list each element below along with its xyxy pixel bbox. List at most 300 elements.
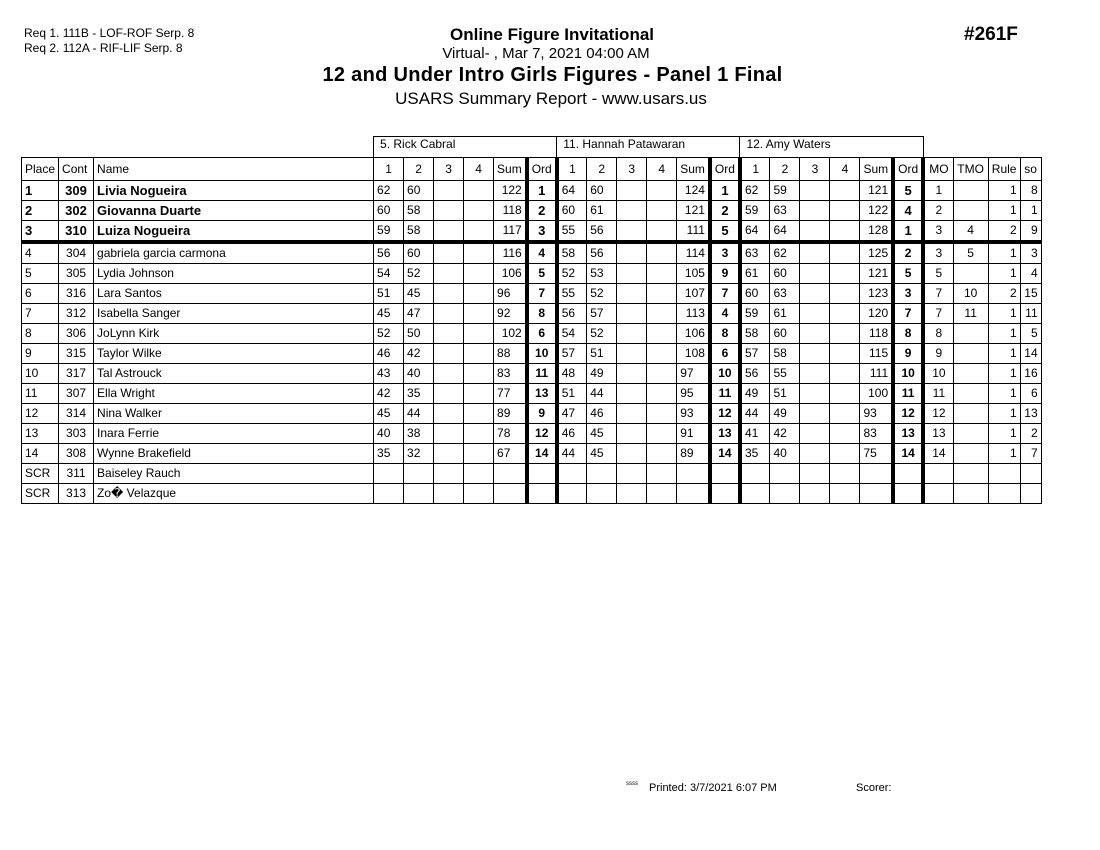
header-judge-1-score-3: 3 — [434, 158, 464, 181]
header-judge-1-sum: Sum — [494, 158, 527, 181]
judge-2-score-2: 49 — [587, 364, 617, 384]
total-majority-ordinal — [953, 464, 988, 484]
skating-order: 9 — [1020, 221, 1041, 243]
judge-1-score-1: 35 — [374, 444, 404, 464]
skater-name: Inara Ferrie — [94, 424, 374, 444]
judge-3-ordinal: 13 — [893, 424, 923, 444]
judge-3-ordinal: 14 — [893, 444, 923, 464]
judge-3-score-4 — [830, 484, 860, 504]
table-row — [22, 344, 1042, 364]
judge-3-score-2: 59 — [770, 181, 800, 201]
judge-1-ordinal: 9 — [527, 404, 557, 424]
place-cell: 11 — [22, 384, 59, 404]
header-mo: MO — [923, 158, 953, 181]
judge-3-score-4 — [830, 201, 860, 221]
judge-1-score-1: 43 — [374, 364, 404, 384]
judge-1-sum: 77 — [494, 384, 527, 404]
judge-3-ordinal: 3 — [893, 284, 923, 304]
skater-name: Isabella Sanger — [94, 304, 374, 324]
table-row — [22, 464, 1042, 484]
requirement-1: Req 1. 111B - LOF-ROF Serp. 8 — [24, 26, 195, 40]
contestant-number: 316 — [59, 284, 94, 304]
judge-1-ordinal: 5 — [527, 264, 557, 284]
judge-3-sum: 83 — [860, 424, 893, 444]
contestant-number: 311 — [59, 464, 94, 484]
rule: 1 — [988, 444, 1020, 464]
judge-3-score-2 — [770, 484, 800, 504]
judge-1-score-4 — [464, 464, 494, 484]
judge-3-score-3 — [800, 264, 830, 284]
footer-mark: ssss — [626, 781, 638, 787]
judge-1-score-2: 50 — [404, 324, 434, 344]
judge-2-score-2: 44 — [587, 384, 617, 404]
total-majority-ordinal: 10 — [953, 284, 988, 304]
judge-2-score-4 — [647, 484, 677, 504]
judge-1-score-1: 62 — [374, 181, 404, 201]
judge-2-ordinal: 13 — [710, 424, 740, 444]
judge-2-name: 11. Hannah Patawaran — [557, 137, 740, 158]
rule: 1 — [988, 324, 1020, 344]
judge-3-score-4 — [830, 284, 860, 304]
skater-name: Luiza Nogueira — [94, 221, 374, 243]
total-majority-ordinal — [953, 324, 988, 344]
judge-2-ordinal — [710, 464, 740, 484]
table-row — [22, 284, 1042, 304]
judge-2-score-4 — [647, 344, 677, 364]
judge-2-score-4 — [647, 242, 677, 264]
judge-3-score-4 — [830, 242, 860, 264]
judge-2-sum — [677, 484, 710, 504]
judge-1-score-4 — [464, 221, 494, 243]
judge-3-score-2: 62 — [770, 242, 800, 264]
rule — [988, 464, 1020, 484]
majority-ordinal: 7 — [923, 304, 953, 324]
skating-order: 11 — [1020, 304, 1041, 324]
judge-1-score-4 — [464, 242, 494, 264]
judge-2-score-4 — [647, 404, 677, 424]
skater-name: Baiseley Rauch — [94, 464, 374, 484]
judge-3-score-4 — [830, 444, 860, 464]
judge-3-score-4 — [830, 181, 860, 201]
judge-1-score-2: 42 — [404, 344, 434, 364]
event-title: 12 and Under Intro Girls Figures - Panel 1 Final — [322, 64, 783, 86]
judge-1-sum: 106 — [494, 264, 527, 284]
skating-order: 4 — [1020, 264, 1041, 284]
column-header-row — [22, 158, 1042, 181]
judge-2-score-4 — [647, 181, 677, 201]
judge-3-score-4 — [830, 404, 860, 424]
judge-2-score-2 — [587, 484, 617, 504]
place-cell: 10 — [22, 364, 59, 384]
contestant-number: 310 — [59, 221, 94, 243]
majority-ordinal: 11 — [923, 384, 953, 404]
judge-1-score-2 — [404, 484, 434, 504]
judge-1-ordinal: 1 — [527, 181, 557, 201]
header-judge-2-score-1: 1 — [557, 158, 587, 181]
majority-ordinal: 5 — [923, 264, 953, 284]
judge-2-ordinal: 5 — [710, 221, 740, 243]
judge-2-ordinal: 11 — [710, 384, 740, 404]
judge-1-score-1: 52 — [374, 324, 404, 344]
judge-2-score-3 — [617, 264, 647, 284]
judge-3-name: 12. Amy Waters — [740, 137, 923, 158]
printed-timestamp: Printed: 3/7/2021 6:07 PM — [649, 782, 777, 794]
header-judge-3-sum: Sum — [860, 158, 893, 181]
rule — [988, 484, 1020, 504]
judge-3-score-1: 59 — [740, 304, 770, 324]
total-majority-ordinal — [953, 344, 988, 364]
judge-1-score-2: 47 — [404, 304, 434, 324]
judge-1-score-4 — [464, 384, 494, 404]
place-cell: 12 — [22, 404, 59, 424]
judge-1-score-2: 45 — [404, 284, 434, 304]
judge-1-score-3 — [434, 221, 464, 243]
judge-2-score-2: 56 — [587, 221, 617, 243]
place-cell: 9 — [22, 344, 59, 364]
header-judge-1-ord: Ord — [527, 158, 557, 181]
judge-2-sum: 95 — [677, 384, 710, 404]
judge-1-ordinal: 10 — [527, 344, 557, 364]
judge-2-ordinal: 7 — [710, 284, 740, 304]
judge-1-score-2: 38 — [404, 424, 434, 444]
judge-2-sum: 91 — [677, 424, 710, 444]
table-row — [22, 424, 1042, 444]
header-place: Place — [22, 158, 59, 181]
report-subtitle: USARS Summary Report - www.usars.us — [395, 89, 707, 108]
judge-1-score-1: 59 — [374, 221, 404, 243]
majority-ordinal: 13 — [923, 424, 953, 444]
judge-1-sum: 92 — [494, 304, 527, 324]
judge-2-score-3 — [617, 304, 647, 324]
judge-3-ordinal: 11 — [893, 384, 923, 404]
header-judge-3-score-2: 2 — [770, 158, 800, 181]
judge-3-sum: 122 — [860, 201, 893, 221]
table-row — [22, 264, 1042, 284]
judge-1-score-1: 45 — [374, 404, 404, 424]
judge-1-sum: 67 — [494, 444, 527, 464]
judge-1-score-3 — [434, 344, 464, 364]
judge-1-score-3 — [434, 364, 464, 384]
judge-3-score-3 — [800, 424, 830, 444]
majority-ordinal: 3 — [923, 221, 953, 243]
contestant-number: 312 — [59, 304, 94, 324]
judge-3-score-4 — [830, 324, 860, 344]
judge-2-sum: 114 — [677, 242, 710, 264]
judge-3-score-2: 58 — [770, 344, 800, 364]
skating-order: 8 — [1020, 181, 1041, 201]
judge-3-score-4 — [830, 424, 860, 444]
judge-1-score-4 — [464, 181, 494, 201]
total-majority-ordinal — [953, 201, 988, 221]
judge-1-score-3 — [434, 464, 464, 484]
judge-3-sum: 120 — [860, 304, 893, 324]
total-majority-ordinal — [953, 444, 988, 464]
judge-2-sum: 105 — [677, 264, 710, 284]
judge-2-score-3 — [617, 484, 647, 504]
judge-3-score-1: 60 — [740, 284, 770, 304]
rule: 1 — [988, 181, 1020, 201]
judge-1-score-3 — [434, 424, 464, 444]
judge-3-sum: 121 — [860, 181, 893, 201]
majority-ordinal: 3 — [923, 242, 953, 264]
table-row — [22, 364, 1042, 384]
header-tmo: TMO — [953, 158, 988, 181]
judge-2-score-4 — [647, 221, 677, 243]
judge-2-score-2: 45 — [587, 424, 617, 444]
judge-1-sum: 88 — [494, 344, 527, 364]
judge-1-score-2: 35 — [404, 384, 434, 404]
judge-1-score-2: 44 — [404, 404, 434, 424]
judge-1-ordinal: 2 — [527, 201, 557, 221]
judge-1-score-1: 54 — [374, 264, 404, 284]
judge-1-score-2: 32 — [404, 444, 434, 464]
table-row — [22, 221, 1042, 243]
skater-name: Wynne Brakefield — [94, 444, 374, 464]
header-judge-2-ord: Ord — [710, 158, 740, 181]
venue-date: Virtual- , Mar 7, 2021 04:00 AM — [442, 45, 650, 62]
judge-3-score-3 — [800, 384, 830, 404]
judge-3-score-1: 64 — [740, 221, 770, 243]
judge-1-name: 5. Rick Cabral — [374, 137, 557, 158]
rule: 1 — [988, 404, 1020, 424]
judge-2-score-4 — [647, 324, 677, 344]
judge-2-score-2: 53 — [587, 264, 617, 284]
judge-1-score-1: 60 — [374, 201, 404, 221]
place-cell: 13 — [22, 424, 59, 444]
judge-3-score-2: 63 — [770, 201, 800, 221]
judge-3-score-1: 59 — [740, 201, 770, 221]
judge-3-sum: 100 — [860, 384, 893, 404]
judge-2-sum: 113 — [677, 304, 710, 324]
judge-3-sum: 128 — [860, 221, 893, 243]
rule: 1 — [988, 364, 1020, 384]
judge-1-score-4 — [464, 284, 494, 304]
place-cell: 6 — [22, 284, 59, 304]
contestant-number: 305 — [59, 264, 94, 284]
requirement-2: Req 2. 112A - RIF-LIF Serp. 8 — [24, 41, 183, 55]
judge-3-score-3 — [800, 242, 830, 264]
judge-2-ordinal — [710, 484, 740, 504]
judge-3-score-2: 40 — [770, 444, 800, 464]
header-judge-2-score-3: 3 — [617, 158, 647, 181]
judge-1-score-4 — [464, 201, 494, 221]
judge-1-score-3 — [434, 181, 464, 201]
judge-2-ordinal: 10 — [710, 364, 740, 384]
majority-ordinal: 10 — [923, 364, 953, 384]
judge-2-score-1: 57 — [557, 344, 587, 364]
majority-ordinal: 1 — [923, 181, 953, 201]
contestant-number: 315 — [59, 344, 94, 364]
contestant-number: 307 — [59, 384, 94, 404]
judge-2-score-1: 55 — [557, 221, 587, 243]
judge-3-score-1: 58 — [740, 324, 770, 344]
judge-2-score-3 — [617, 404, 647, 424]
header-judge-3-score-3: 3 — [800, 158, 830, 181]
judge-3-score-2: 42 — [770, 424, 800, 444]
judge-3-sum: 75 — [860, 444, 893, 464]
judge-2-score-3 — [617, 424, 647, 444]
judge-2-score-3 — [617, 384, 647, 404]
judge-2-score-2: 52 — [587, 284, 617, 304]
judge-2-score-1: 58 — [557, 242, 587, 264]
skating-order: 15 — [1020, 284, 1041, 304]
judge-3-ordinal: 5 — [893, 181, 923, 201]
skating-order: 16 — [1020, 364, 1041, 384]
judge-2-score-1: 46 — [557, 424, 587, 444]
judge-3-ordinal — [893, 464, 923, 484]
judge-2-score-1: 55 — [557, 284, 587, 304]
majority-ordinal: 8 — [923, 324, 953, 344]
judge-1-sum: 83 — [494, 364, 527, 384]
rule: 2 — [988, 221, 1020, 243]
judge-3-score-3 — [800, 444, 830, 464]
judge-3-sum: 125 — [860, 242, 893, 264]
table-row — [22, 484, 1042, 504]
place-cell: SCR — [22, 464, 59, 484]
judge-2-score-3 — [617, 284, 647, 304]
judge-3-score-3 — [800, 284, 830, 304]
majority-ordinal: 12 — [923, 404, 953, 424]
judge-3-score-1: 49 — [740, 384, 770, 404]
judge-1-ordinal: 6 — [527, 324, 557, 344]
results-table — [21, 136, 1042, 504]
judge-1-score-4 — [464, 404, 494, 424]
contestant-number: 303 — [59, 424, 94, 444]
judge-2-sum: 93 — [677, 404, 710, 424]
judge-2-ordinal: 9 — [710, 264, 740, 284]
judge-1-ordinal: 4 — [527, 242, 557, 264]
place-cell: 4 — [22, 242, 59, 264]
judge-3-sum: 118 — [860, 324, 893, 344]
event-number: #261F — [964, 24, 1018, 45]
judge-1-sum: 122 — [494, 181, 527, 201]
judge-1-sum — [494, 484, 527, 504]
place-cell: 1 — [22, 181, 59, 201]
majority-ordinal: 2 — [923, 201, 953, 221]
judge-3-sum: 93 — [860, 404, 893, 424]
judge-3-score-1: 41 — [740, 424, 770, 444]
judge-2-sum: 106 — [677, 324, 710, 344]
judge-1-score-1: 40 — [374, 424, 404, 444]
header-judge-3-score-1: 1 — [740, 158, 770, 181]
judge-2-ordinal: 14 — [710, 444, 740, 464]
judge-1-score-4 — [464, 364, 494, 384]
judge-3-sum: 111 — [860, 364, 893, 384]
header-judge-1-score-2: 2 — [404, 158, 434, 181]
judge-2-score-1: 48 — [557, 364, 587, 384]
judge-2-score-3 — [617, 364, 647, 384]
judge-1-ordinal: 3 — [527, 221, 557, 243]
judge-3-score-3 — [800, 201, 830, 221]
judge-3-score-1: 56 — [740, 364, 770, 384]
judge-1-ordinal: 14 — [527, 444, 557, 464]
skating-order: 5 — [1020, 324, 1041, 344]
skating-order: 7 — [1020, 444, 1041, 464]
judge-2-sum: 111 — [677, 221, 710, 243]
judge-1-score-3 — [434, 404, 464, 424]
scorer-label: Scorer: — [856, 782, 892, 794]
majority-ordinal: 7 — [923, 284, 953, 304]
judge-3-score-2: 64 — [770, 221, 800, 243]
judge-3-score-2 — [770, 464, 800, 484]
total-majority-ordinal: 4 — [953, 221, 988, 243]
judge-3-score-2: 63 — [770, 284, 800, 304]
judge-3-sum — [860, 484, 893, 504]
judge-3-ordinal: 10 — [893, 364, 923, 384]
judge-2-score-4 — [647, 264, 677, 284]
judge-3-sum — [860, 464, 893, 484]
judge-3-ordinal: 12 — [893, 404, 923, 424]
judge-1-score-3 — [434, 484, 464, 504]
judge-2-ordinal: 12 — [710, 404, 740, 424]
judge-1-sum: 118 — [494, 201, 527, 221]
judge-2-score-3 — [617, 464, 647, 484]
table-row — [22, 181, 1042, 201]
judge-3-score-1 — [740, 484, 770, 504]
judge-3-score-3 — [800, 464, 830, 484]
judge-1-score-1: 45 — [374, 304, 404, 324]
judge-2-score-4 — [647, 464, 677, 484]
place-cell: 14 — [22, 444, 59, 464]
judge-1-sum: 102 — [494, 324, 527, 344]
place-cell: 3 — [22, 221, 59, 243]
judge-3-score-2: 60 — [770, 324, 800, 344]
judge-1-ordinal: 13 — [527, 384, 557, 404]
total-majority-ordinal: 5 — [953, 242, 988, 264]
rule: 1 — [988, 384, 1020, 404]
judge-3-ordinal: 5 — [893, 264, 923, 284]
judge-3-score-1: 35 — [740, 444, 770, 464]
judge-1-sum: 96 — [494, 284, 527, 304]
competition-title: Online Figure Invitational — [449, 25, 655, 44]
judge-3-sum: 121 — [860, 264, 893, 284]
judge-2-score-2: 51 — [587, 344, 617, 364]
judge-2-sum: 121 — [677, 201, 710, 221]
judge-1-ordinal — [527, 464, 557, 484]
judge-1-score-1: 42 — [374, 384, 404, 404]
judge-3-sum: 123 — [860, 284, 893, 304]
judge-2-sum: 124 — [677, 181, 710, 201]
judge-1-score-1: 46 — [374, 344, 404, 364]
table-row — [22, 242, 1042, 264]
judge-3-score-1: 57 — [740, 344, 770, 364]
judge-3-score-4 — [830, 264, 860, 284]
judge-2-sum — [677, 464, 710, 484]
judge-1-sum: 89 — [494, 404, 527, 424]
judge-3-score-1: 63 — [740, 242, 770, 264]
header-cont: Cont — [59, 158, 94, 181]
judge-1-score-4 — [464, 424, 494, 444]
place-cell: 5 — [22, 264, 59, 284]
header-judge-1-score-4: 4 — [464, 158, 494, 181]
majority-ordinal: 14 — [923, 444, 953, 464]
rule: 1 — [988, 344, 1020, 364]
judge-2-score-4 — [647, 284, 677, 304]
judge-1-score-3 — [434, 304, 464, 324]
total-majority-ordinal — [953, 384, 988, 404]
rule: 1 — [988, 242, 1020, 264]
header-so: so — [1020, 158, 1041, 181]
judge-2-score-2 — [587, 464, 617, 484]
judge-1-score-3 — [434, 284, 464, 304]
total-majority-ordinal — [953, 424, 988, 444]
judge-3-score-4 — [830, 221, 860, 243]
judge-3-score-2: 61 — [770, 304, 800, 324]
rule: 2 — [988, 284, 1020, 304]
judge-2-sum: 108 — [677, 344, 710, 364]
judge-1-score-1: 56 — [374, 242, 404, 264]
judge-3-score-2: 55 — [770, 364, 800, 384]
